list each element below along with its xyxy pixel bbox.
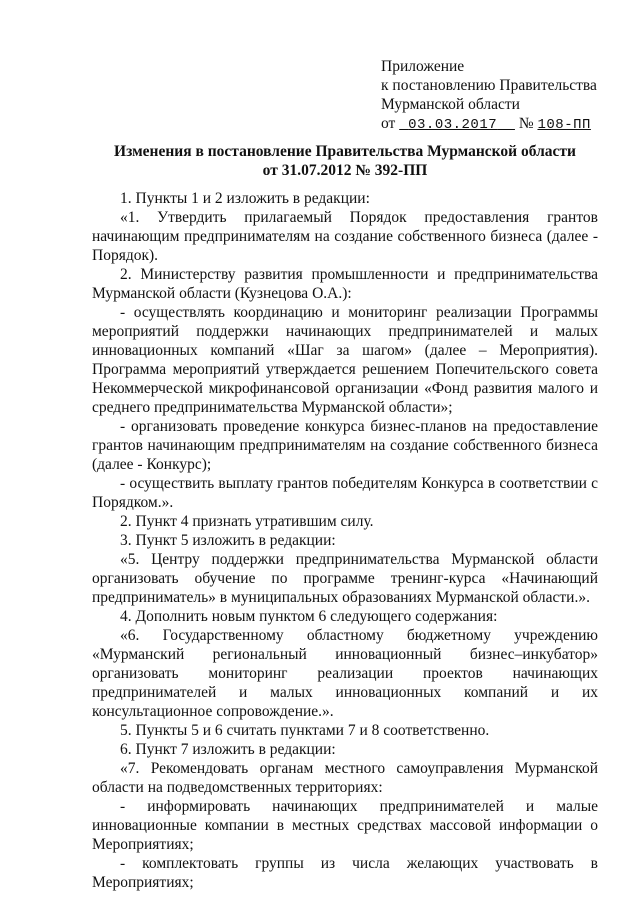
paragraph: - осуществить выплату грантов победителям Конкурса в соответствии с Порядком.». (92, 475, 598, 511)
paragraph: 1. Пункты 1 и 2 изложить в редакции: (120, 190, 370, 207)
appendix-label: Приложение (381, 58, 465, 75)
paragraph: 5. Пункты 5 и 6 считать пунктами 7 и 8 соответственно. (120, 722, 490, 739)
paragraph: 2. Министерству развития промышленности и предпринимательства Мурманской области (Кузнецова О.А.): (92, 266, 598, 302)
title-line-1: Изменения в постановление Правительства Мурманской области (114, 143, 576, 160)
appendix-region-line: Мурманской области (381, 96, 520, 113)
paragraph: 2. Пункт 4 признать утратившим силу. (120, 513, 374, 530)
number-value: 108-ПП (537, 117, 591, 133)
date-prefix: от (381, 115, 396, 132)
appendix-date-line (381, 114, 621, 135)
paragraph: «6. Государственному областному бюджетному учреждению «Мурманский региональный инновационный бизнес–инкубатор» организовать мониторинг реализации проектов начинающих предпринимателей и малых инновационных компаний и их консультационное сопровождение.». (92, 627, 598, 720)
date-value: 03.03.2017 (408, 117, 498, 133)
appendix-decree-line: к постановлению Правительства (381, 77, 597, 94)
document-body (92, 189, 598, 892)
paragraph: 3. Пункт 5 изложить в редакции: (120, 532, 336, 549)
paragraph: 6. Пункт 7 изложить в редакции: (120, 741, 336, 758)
number-sign: № (518, 115, 534, 132)
paragraph: - организовать проведение конкурса бизнес-планов на предоставление грантов начинающим предпринимателям на создание собственного бизнеса (далее - Конкурс); (92, 418, 598, 473)
title-line-2: от 31.07.2012 № 392-ПП (262, 162, 428, 179)
paragraph: «5. Центру поддержки предпринимательства Мурманской области организовать обучение по программе тренинг-курса «Начинающий предприниматель» в муниципальных образованиях Мурманской области.». (92, 551, 598, 606)
document-title (92, 142, 598, 180)
appendix-block (381, 57, 621, 135)
paragraph: - комплектовать группы из числа желающих участвовать в Мероприятиях; (92, 855, 598, 891)
paragraph: «7. Рекомендовать органам местного самоуправления Мурманской области на подведомственных территориях: (92, 760, 598, 796)
paragraph: 4. Дополнить новым пунктом 6 следующего содержания: (120, 608, 498, 625)
paragraph: «1. Утвердить прилагаемый Порядок предоставления грантов начинающим предпринимателям на создание собственного бизнеса (далее - Порядок). (92, 209, 598, 264)
paragraph: - осуществлять координацию и мониторинг реализации Программы мероприятий поддержки начинающих предпринимателей и малых инновационных компаний «Шаг за шагом» (далее – Мероприятия). Программа мероприятий утверждается решением Попечительского совета Некоммерческой микрофинансовой организации «Фонд развития малого и среднего предпринимательства Мурманской области»; (92, 304, 598, 416)
paragraph: - информировать начинающих предпринимателей и малые инновационные компании в местных средствах массовой информации о Мероприятиях; (92, 798, 598, 853)
